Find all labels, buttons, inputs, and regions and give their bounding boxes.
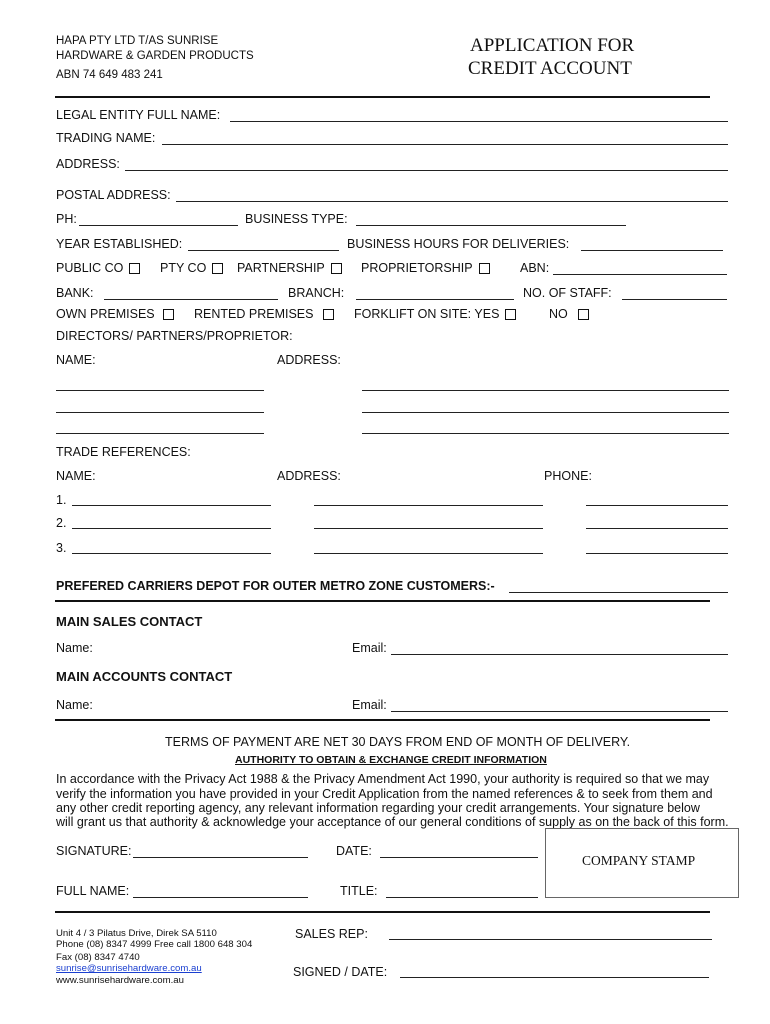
branch-field[interactable] (356, 299, 514, 300)
legal-entity-label: LEGAL ENTITY FULL NAME: (56, 108, 221, 122)
address-label: ADDRESS: (56, 157, 120, 171)
address-field[interactable] (125, 170, 728, 171)
director-address-field-1[interactable] (362, 390, 729, 391)
contacts-divider (55, 719, 710, 721)
privacy-text-line3: any other credit reporting agency, any relevant information regarding your credit arrangements. Your signature below (56, 801, 700, 815)
full-name-label: FULL NAME: (56, 884, 130, 898)
no-of-staff-field[interactable] (622, 299, 727, 300)
forklift-no-label: NO (549, 307, 568, 321)
privacy-text-line1: In accordance with the Privacy Act 1988 & the Privacy Amendment Act 1990, your authority is required so that we may (56, 772, 710, 786)
public-co-checkbox[interactable] (129, 263, 140, 274)
footer-email-link[interactable]: sunrise@sunrisehardware.com.au (56, 963, 202, 974)
forklift-no-option[interactable] (549, 307, 589, 321)
trading-name-label: TRADING NAME: (56, 131, 156, 145)
date-field[interactable] (380, 857, 538, 858)
trade-ref-number-1: 1. (56, 493, 67, 507)
carriers-divider (55, 600, 710, 602)
full-name-field[interactable] (133, 897, 308, 898)
own-premises-checkbox[interactable] (163, 309, 174, 320)
postal-address-field[interactable] (176, 201, 728, 202)
business-hours-field[interactable] (581, 250, 723, 251)
directors-address-label: ADDRESS: (277, 353, 341, 367)
company-abn: ABN 74 649 483 241 (56, 69, 163, 81)
forklift-label: FORKLIFT ON SITE: YES (354, 307, 500, 321)
sales-contact-email-label: Email: (352, 641, 387, 655)
trade-ref-name-field-2[interactable] (72, 528, 271, 529)
company-name-line2: HARDWARE & GARDEN PRODUCTS (56, 50, 254, 62)
year-established-field[interactable] (188, 250, 339, 251)
trading-name-field[interactable] (162, 144, 728, 145)
partnership-checkbox[interactable] (331, 263, 342, 274)
no-of-staff-label: NO. OF STAFF: (523, 286, 612, 300)
trade-ref-name-field-1[interactable] (72, 505, 271, 506)
pty-co-option[interactable] (160, 261, 223, 275)
legal-entity-field[interactable] (230, 121, 728, 122)
trade-ref-address-field-1[interactable] (314, 505, 543, 506)
sales-contact-email-field[interactable] (391, 654, 728, 655)
pty-co-label: PTY CO (160, 261, 207, 275)
forklift-yes-checkbox[interactable] (505, 309, 516, 320)
director-address-field-3[interactable] (362, 433, 729, 434)
accounts-contact-heading: MAIN ACCOUNTS CONTACT (56, 669, 233, 684)
trade-ref-phone-label: PHONE: (544, 469, 592, 483)
proprietorship-checkbox[interactable] (479, 263, 490, 274)
trade-ref-phone-field-3[interactable] (586, 553, 728, 554)
forklift-no-checkbox[interactable] (578, 309, 589, 320)
postal-address-label: POSTAL ADDRESS: (56, 188, 171, 202)
trade-ref-phone-field-1[interactable] (586, 505, 728, 506)
company-stamp-label: COMPANY STAMP (582, 853, 696, 868)
rented-premises-checkbox[interactable] (323, 309, 334, 320)
trade-ref-address-field-3[interactable] (314, 553, 543, 554)
ph-field[interactable] (79, 225, 238, 226)
footer-phone: Phone (08) 8347 4999 Free call 1800 648 304 (56, 939, 253, 950)
header-divider (55, 96, 710, 98)
privacy-text-line4: will grant us that authority & acknowledge your acceptance of our general conditions of supply as on the back of this form. (56, 815, 729, 829)
carriers-field[interactable] (509, 592, 728, 593)
director-name-field-2[interactable] (56, 412, 264, 413)
sales-rep-field[interactable] (389, 939, 712, 940)
trade-ref-name-field-3[interactable] (72, 553, 271, 554)
footer-address: Unit 4 / 3 Pilatus Drive, Direk SA 5110 (56, 928, 217, 939)
partnership-option[interactable] (237, 261, 342, 275)
title-label: TITLE: (340, 884, 378, 898)
proprietorship-option[interactable] (361, 261, 490, 275)
bank-label: BANK: (56, 286, 94, 300)
sales-contact-heading: MAIN SALES CONTACT (56, 614, 203, 629)
signed-date-field[interactable] (400, 977, 709, 978)
carriers-label: PREFERED CARRIERS DEPOT FOR OUTER METRO ZONE CUSTOMERS:- (56, 579, 495, 593)
accounts-contact-email-label: Email: (352, 698, 387, 712)
trade-ref-name-label: NAME: (56, 469, 96, 483)
rented-premises-label: RENTED PREMISES (194, 307, 314, 321)
trade-ref-address-label: ADDRESS: (277, 469, 341, 483)
authority-heading: AUTHORITY TO OBTAIN & EXCHANGE CREDIT INFORMATION (235, 754, 547, 766)
own-premises-label: OWN PREMISES (56, 307, 155, 321)
trade-ref-phone-field-2[interactable] (586, 528, 728, 529)
footer-website: www.sunrisehardware.com.au (56, 975, 184, 986)
rented-premises-option[interactable] (194, 307, 334, 321)
trade-ref-address-field-2[interactable] (314, 528, 543, 529)
sales-contact-name-label: Name: (56, 641, 93, 655)
directors-label: DIRECTORS/ PARTNERS/PROPRIETOR: (56, 329, 293, 343)
business-type-field[interactable] (356, 225, 626, 226)
abn-label: ABN: (520, 261, 550, 275)
accounts-contact-email-field[interactable] (391, 711, 728, 712)
company-name-line1: HAPA PTY LTD T/AS SUNRISE (56, 35, 219, 47)
trade-references-heading: TRADE REFERENCES: (56, 445, 191, 459)
directors-name-label: NAME: (56, 353, 96, 367)
abn-field[interactable] (553, 274, 727, 275)
director-address-field-2[interactable] (362, 412, 729, 413)
company-stamp-box[interactable] (545, 828, 739, 898)
director-name-field-3[interactable] (56, 433, 264, 434)
sales-rep-label: SALES REP: (295, 927, 368, 941)
footer-fax: Fax (08) 8347 4740 (56, 952, 140, 963)
business-hours-label: BUSINESS HOURS FOR DELIVERIES: (347, 237, 570, 251)
proprietorship-label: PROPRIETORSHIP (361, 261, 473, 275)
privacy-text-line2: verify the information you have provided in your Credit Application from the named references & to seek from them and (56, 787, 713, 801)
footer-divider (55, 911, 710, 913)
bank-field[interactable] (104, 299, 278, 300)
partnership-label: PARTNERSHIP (237, 261, 325, 275)
public-co-option[interactable] (56, 261, 140, 275)
branch-label: BRANCH: (288, 286, 345, 300)
forklift-yes-option[interactable] (354, 307, 516, 321)
terms-text: TERMS OF PAYMENT ARE NET 30 DAYS FROM END OF MONTH OF DELIVERY. (165, 735, 631, 749)
ph-label: PH: (56, 212, 77, 226)
title-field[interactable] (386, 897, 538, 898)
form-title-line2: CREDIT ACCOUNT (468, 58, 632, 79)
year-established-label: YEAR ESTABLISHED: (56, 237, 183, 251)
business-type-label: BUSINESS TYPE: (245, 212, 348, 226)
trade-ref-number-3: 3. (56, 541, 67, 555)
pty-co-checkbox[interactable] (212, 263, 223, 274)
signature-field[interactable] (133, 857, 308, 858)
accounts-contact-name-label: Name: (56, 698, 93, 712)
signed-date-label: SIGNED / DATE: (293, 965, 388, 979)
public-co-label: PUBLIC CO (56, 261, 124, 275)
trade-ref-number-2: 2. (56, 516, 67, 530)
form-title-line1: APPLICATION FOR (470, 35, 635, 56)
own-premises-option[interactable] (56, 307, 174, 321)
signature-label: SIGNATURE: (56, 844, 132, 858)
date-label: DATE: (336, 844, 372, 858)
director-name-field-1[interactable] (56, 390, 264, 391)
